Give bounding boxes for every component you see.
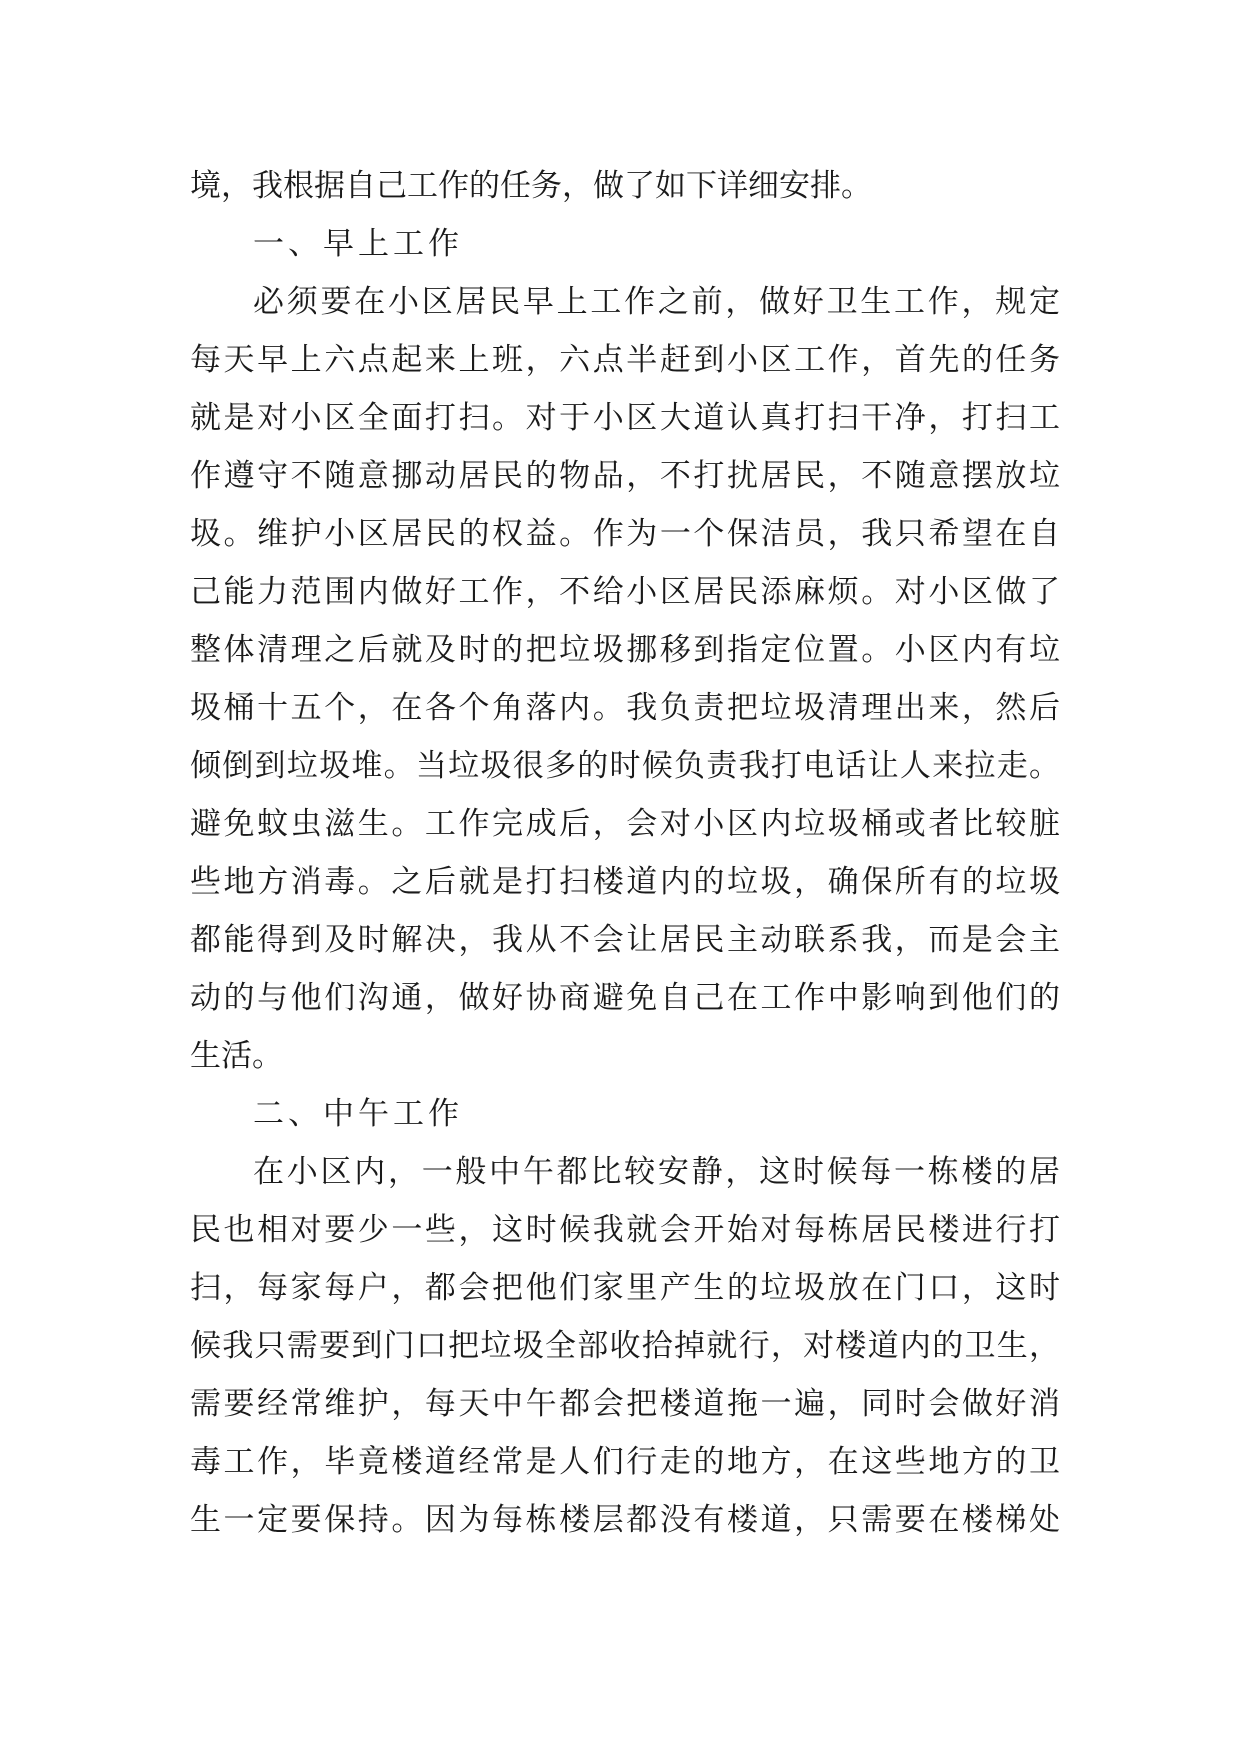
text-line: 都能得到及时解决，我从不会让居民主动联系我，而是会主 — [190, 922, 1060, 958]
text-line: 生活。 — [190, 1038, 283, 1074]
text-line: 己能力范围内做好工作，不给小区居民添麻烦。对小区做了 — [190, 574, 1060, 610]
text-line: 毒工作，毕竟楼道经常是人们行走的地方，在这些地方的卫 — [190, 1444, 1060, 1480]
text-line: 需要经常维护，每天中午都会把楼道拖一遍，同时会做好消 — [190, 1386, 1060, 1422]
text-line: 在小区内，一般中午都比较安静，这时候每一栋楼的居 — [253, 1154, 1060, 1190]
text-line: 生一定要保持。因为每栋楼层都没有楼道，只需要在楼梯处 — [190, 1502, 1060, 1538]
text-line: 民也相对要少一些，这时候我就会开始对每栋居民楼进行打 — [190, 1212, 1060, 1248]
text-line: 境，我根据自己工作的任务，做了如下详细安排。 — [190, 168, 872, 204]
text-line: 圾桶十五个，在各个角落内。我负责把垃圾清理出来，然后 — [190, 690, 1060, 726]
text-line: 必须要在小区居民早上工作之前，做好卫生工作，规定 — [253, 284, 1060, 320]
text-line: 候我只需要到门口把垃圾全部收拾掉就行，对楼道内的卫生， — [190, 1328, 1060, 1364]
text-line: 扫，每家每户，都会把他们家里产生的垃圾放在门口，这时 — [190, 1270, 1060, 1306]
text-line: 动的与他们沟通，做好协商避免自己在工作中影响到他们的 — [190, 980, 1060, 1016]
text-line: 每天早上六点起来上班，六点半赶到小区工作，首先的任务 — [190, 342, 1060, 378]
text-line: 整体清理之后就及时的把垃圾挪移到指定位置。小区内有垃 — [190, 632, 1060, 668]
text-line: 作遵守不随意挪动居民的物品，不打扰居民，不随意摆放垃 — [190, 458, 1060, 494]
text-line: 就是对小区全面打扫。对于小区大道认真打扫干净，打扫工 — [190, 400, 1060, 436]
section-heading-morning: 一、早上工作 — [253, 226, 463, 262]
text-line: 避免蚊虫滋生。工作完成后，会对小区内垃圾桶或者比较脏 — [190, 806, 1060, 842]
text-line: 些地方消毒。之后就是打扫楼道内的垃圾，确保所有的垃圾 — [190, 864, 1060, 900]
text-line: 倾倒到垃圾堆。当垃圾很多的时候负责我打电话让人来拉走。 — [190, 748, 1060, 784]
text-line: 圾。维护小区居民的权益。作为一个保洁员，我只希望在自 — [190, 516, 1060, 552]
section-heading-noon: 二、中午工作 — [253, 1096, 463, 1132]
